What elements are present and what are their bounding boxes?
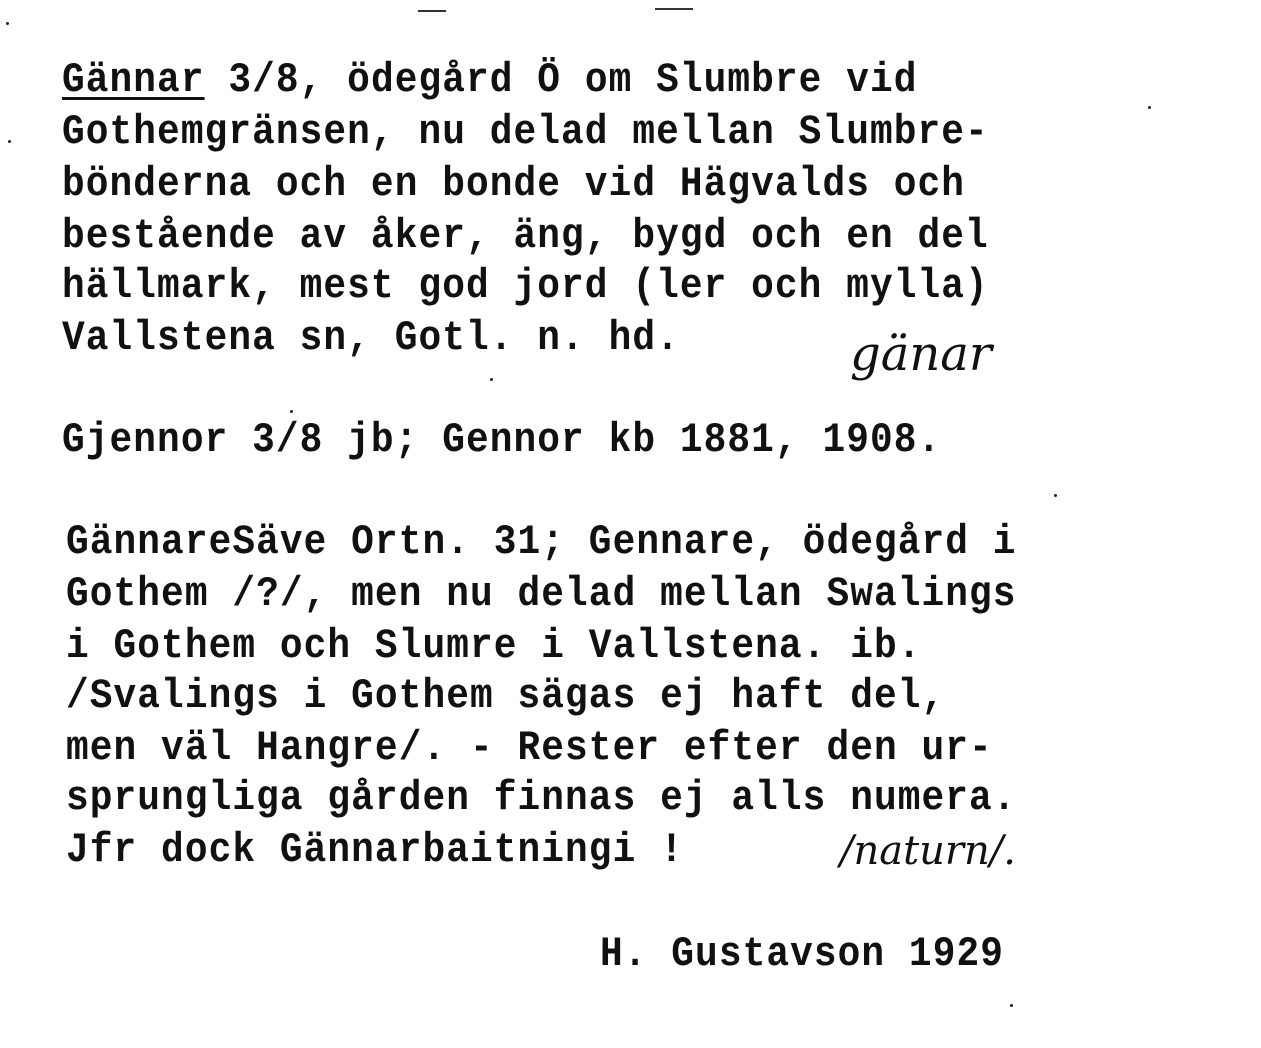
paragraph1-line4: bestående av åker, äng, bygd och en del (62, 212, 989, 260)
scan-speck (1054, 494, 1057, 497)
headword: Gännar (62, 56, 205, 104)
scan-speck (290, 410, 293, 413)
handwritten-note-naturn: /naturn/. (840, 828, 1016, 874)
paragraph3-line1: GännareSäve Ortn. 31; Gennare, ödegård i (66, 518, 1017, 566)
scan-mark-top-left (418, 10, 446, 12)
paragraph1-line5: hällmark, mest god jord (ler och mylla) (62, 262, 989, 310)
paragraph1-line3: bönderna och en bonde vid Hägvalds och (62, 160, 966, 208)
paragraph3-line3: i Gothem och Slumre i Vallstena. ib. (66, 622, 922, 670)
handwritten-note-ganar: gänar (850, 326, 992, 382)
paragraph1-line1-text: 3/8, ödegård Ö om Slumbre vid (204, 56, 918, 104)
scan-speck (490, 378, 493, 381)
paragraph1-line2: Gothemgränsen, nu delad mellan Slumbre- (62, 108, 989, 156)
paragraph3-line7: Jfr dock Gännarbaitningi ! (66, 826, 684, 874)
scan-speck (1010, 1004, 1013, 1007)
signature: H. Gustavson 1929 (600, 930, 1004, 978)
paragraph1-line1 (62, 56, 918, 104)
paragraph1-line6: Vallstena sn, Gotl. n. hd. (62, 314, 680, 362)
paragraph2-line1: Gjennor 3/8 jb; Gennor kb 1881, 1908. (62, 416, 942, 464)
scan-speck (6, 22, 9, 25)
scan-speck (8, 140, 11, 143)
paragraph3-line2: Gothem /?/, men nu delad mellan Swalings (66, 570, 1017, 618)
scan-speck (1148, 106, 1151, 109)
paragraph3-line4: /Svalings i Gothem sägas ej haft del, (66, 672, 946, 720)
paragraph3-line5: men väl Hangre/. - Rester efter den ur- (66, 724, 993, 772)
scan-mark-top-right (655, 8, 693, 10)
paragraph3-line6: sprungliga gården finnas ej alls numera. (66, 774, 1017, 822)
